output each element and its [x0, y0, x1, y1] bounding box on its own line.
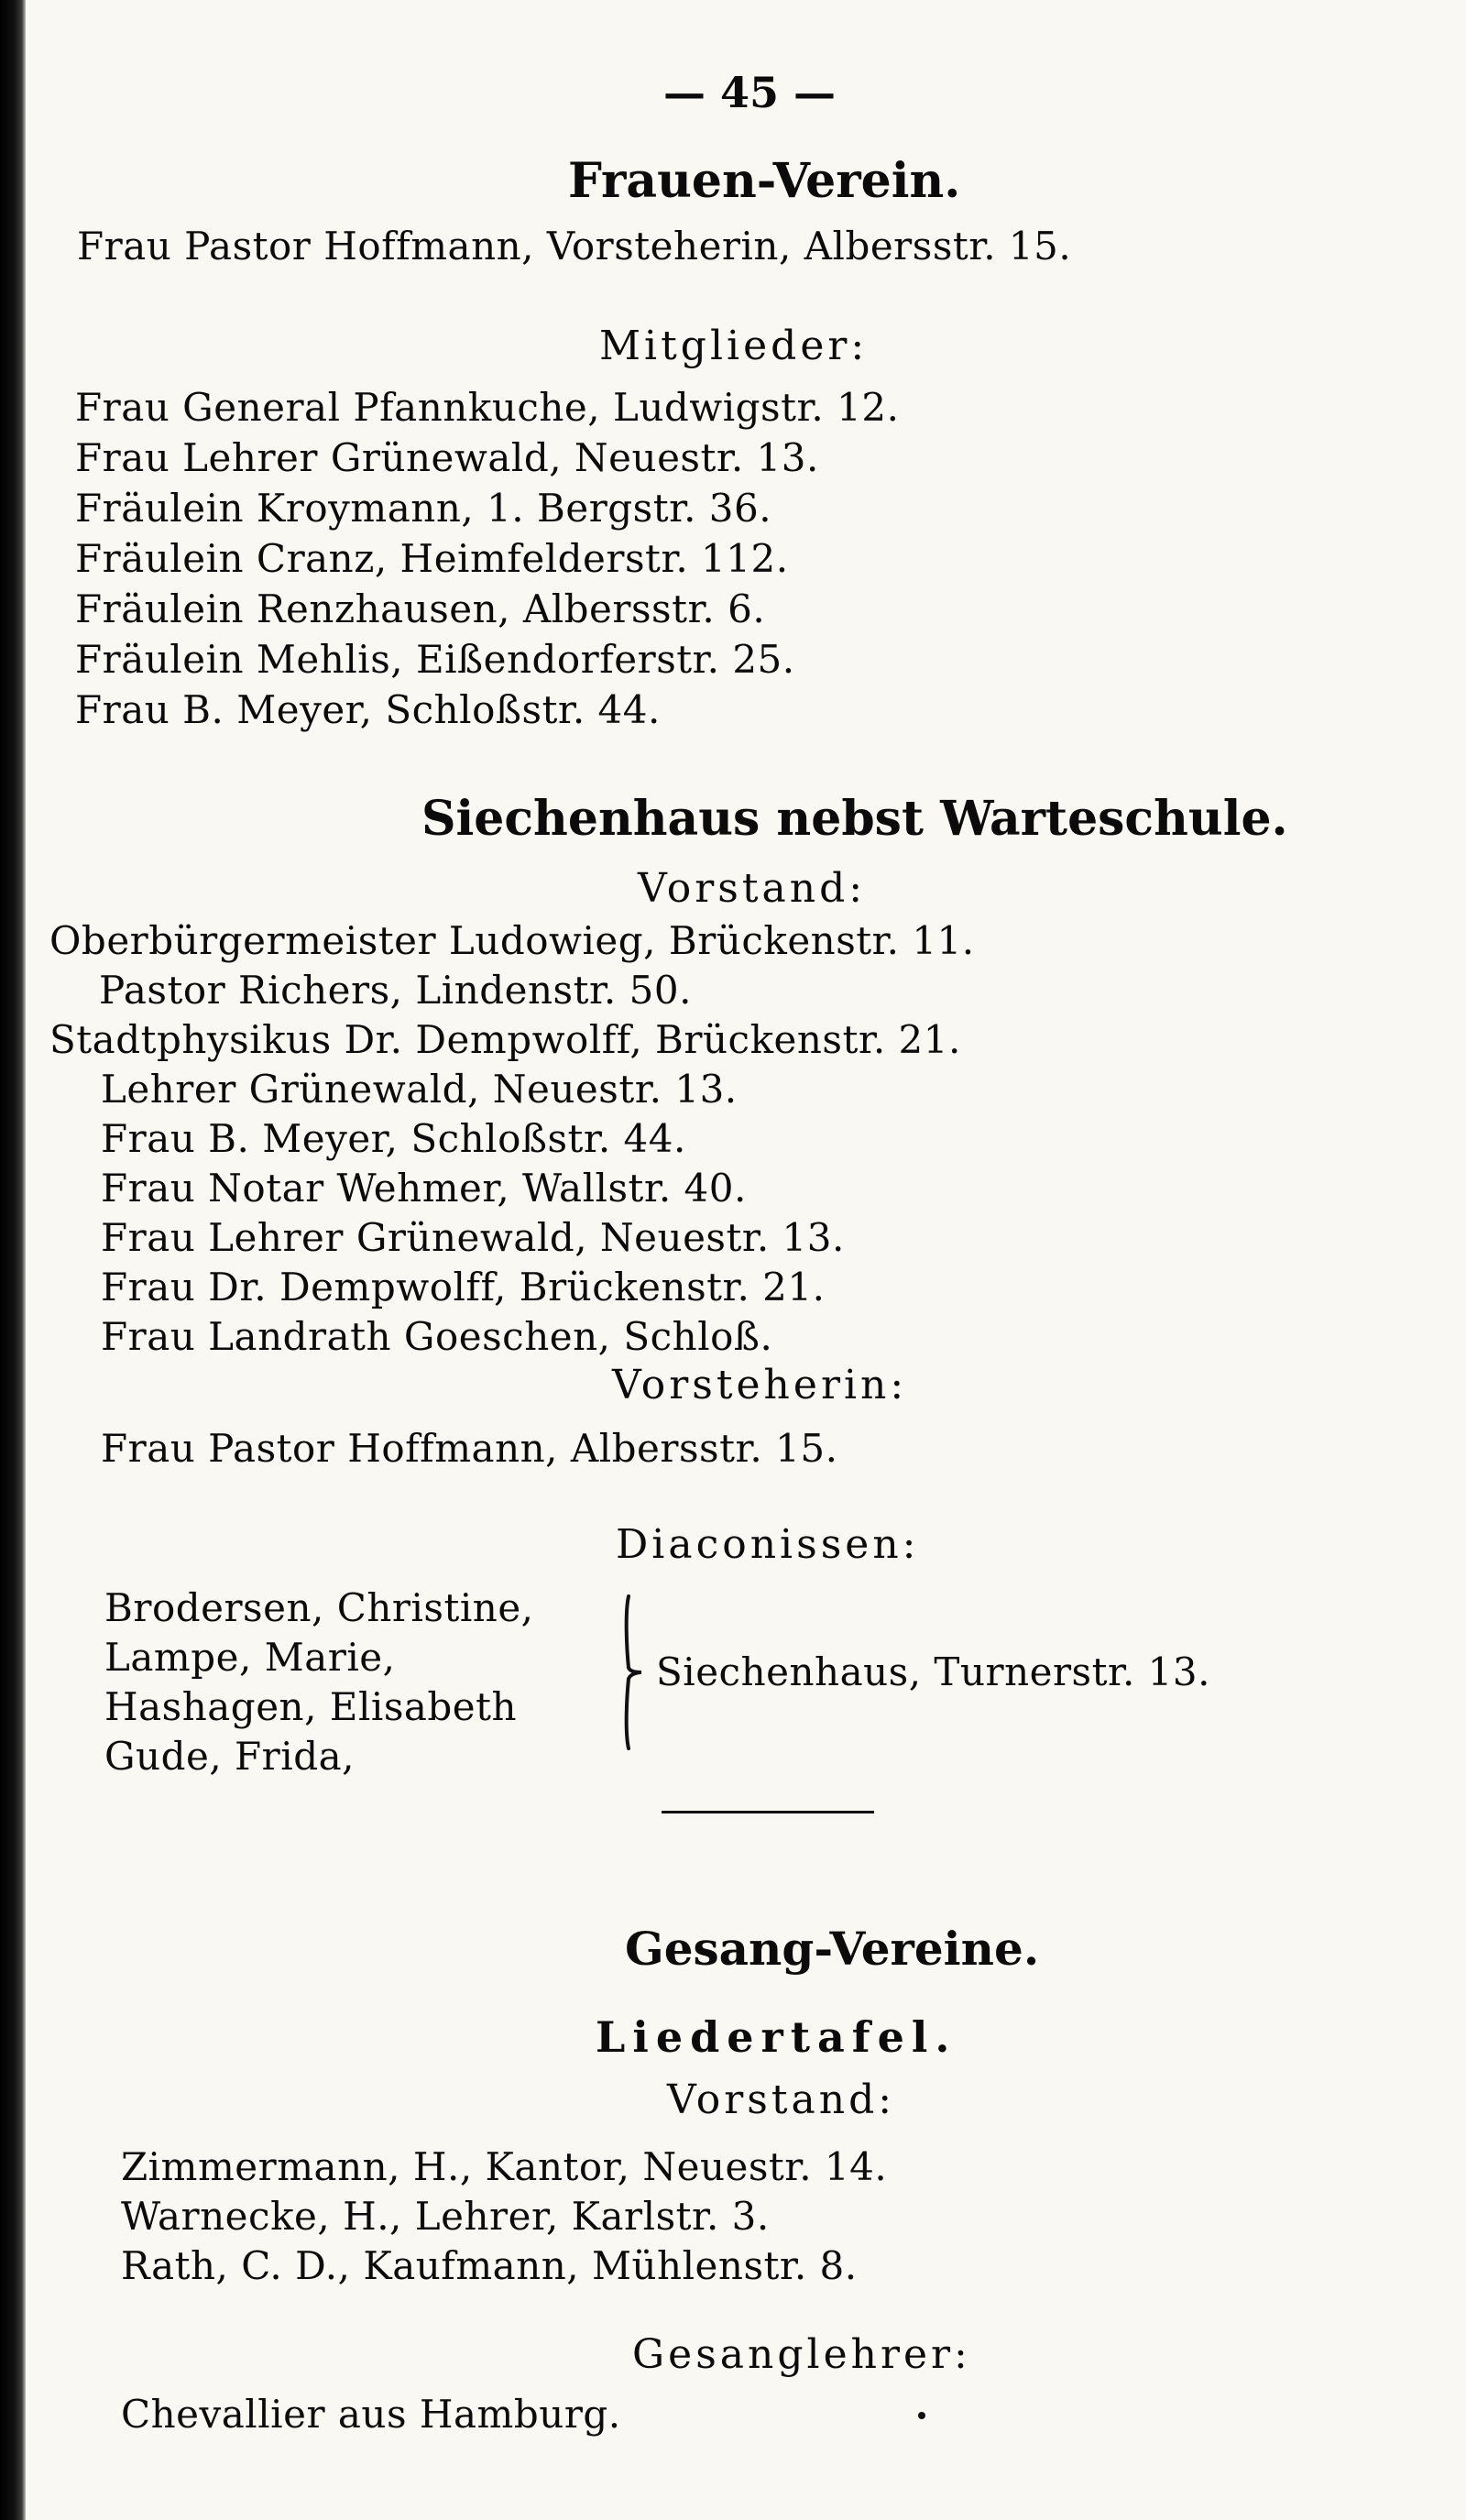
- vorstand-line: Oberbürgermeister Ludowieg, Brückenstr. 11.: [49, 918, 975, 963]
- diaconissen-label: Diaconissen:: [616, 1521, 920, 1568]
- section-title-frauen-verein: Frauen-Verein.: [568, 153, 961, 209]
- member-line: Fräulein Renzhausen, Albersstr. 6.: [75, 586, 766, 631]
- vorstand-label: Vorstand:: [638, 865, 867, 912]
- members-label: Mitglieder:: [599, 323, 869, 369]
- member-line: Fräulein Cranz, Heimfelderstr. 112.: [75, 536, 789, 581]
- section-title-gesang-vereine: Gesang-Vereine.: [625, 1922, 1040, 1976]
- vorstand-line: Frau Lehrer Grünewald, Neuestr. 13.: [101, 1215, 845, 1260]
- curly-brace-icon: [623, 1594, 647, 1750]
- member-line: Fräulein Kroymann, 1. Bergstr. 36.: [75, 486, 772, 531]
- diaconisse-name: Brodersen, Christine,: [104, 1585, 534, 1630]
- vorstand-label: Vorstand:: [667, 2076, 896, 2123]
- vorstand-line: Frau Landrath Goeschen, Schloß.: [101, 1314, 773, 1359]
- page-number: — 45 —: [663, 68, 837, 117]
- ink-speck: [918, 2412, 925, 2419]
- vorstand-line: Frau Dr. Dempwolff, Brückenstr. 21.: [101, 1265, 826, 1309]
- liedertafel-title: Liedertafel.: [596, 2012, 957, 2062]
- vorsteherin-label: Vorsteherin:: [612, 1362, 908, 1408]
- section-divider: [662, 1811, 874, 1813]
- vorsteherin-line: Frau Pastor Hoffmann, Albersstr. 15.: [101, 1426, 838, 1471]
- vorstand-line: Frau Notar Wehmer, Wallstr. 40.: [101, 1166, 747, 1211]
- member-line: Frau Lehrer Grünewald, Neuestr. 13.: [75, 435, 819, 480]
- gesanglehrer-line: Chevallier aus Hamburg.: [121, 2392, 621, 2437]
- member-line: Frau General Pfannkuche, Ludwigstr. 12.: [75, 385, 900, 430]
- diaconisse-name: Lampe, Marie,: [104, 1635, 396, 1680]
- gesang-vorstand-line: Warnecke, H., Lehrer, Karlstr. 3.: [121, 2194, 770, 2239]
- vorstand-line: Stadtphysikus Dr. Dempwolff, Brückenstr. 21.: [49, 1017, 961, 1062]
- member-line: Frau B. Meyer, Schloßstr. 44.: [75, 687, 661, 732]
- section-title-siechenhaus: Siechenhaus nebst Warteschule.: [421, 791, 1288, 847]
- vorstand-line: Pastor Richers, Lindenstr. 50.: [99, 968, 692, 1013]
- diaconisse-name: Hashagen, Elisabeth: [104, 1684, 518, 1729]
- diaconisse-name: Gude, Frida,: [104, 1734, 355, 1779]
- frauen-verein-head: Frau Pastor Hoffmann, Vorsteherin, Albersstr. 15.: [77, 224, 1072, 268]
- vorstand-line: Lehrer Grünewald, Neuestr. 13.: [101, 1067, 738, 1112]
- vorstand-line: Frau B. Meyer, Schloßstr. 44.: [101, 1116, 686, 1161]
- book-spine-shadow: [0, 0, 26, 2520]
- gesanglehrer-label: Gesanglehrer:: [632, 2331, 971, 2378]
- diaconissen-place: Siechenhaus, Turnerstr. 13.: [656, 1649, 1210, 1694]
- document-page: [26, 0, 1466, 2520]
- member-line: Fräulein Mehlis, Eißendorferstr. 25.: [75, 637, 795, 682]
- gesang-vorstand-line: Zimmermann, H., Kantor, Neuestr. 14.: [121, 2144, 888, 2189]
- gesang-vorstand-line: Rath, C. D., Kaufmann, Mühlenstr. 8.: [121, 2243, 858, 2288]
